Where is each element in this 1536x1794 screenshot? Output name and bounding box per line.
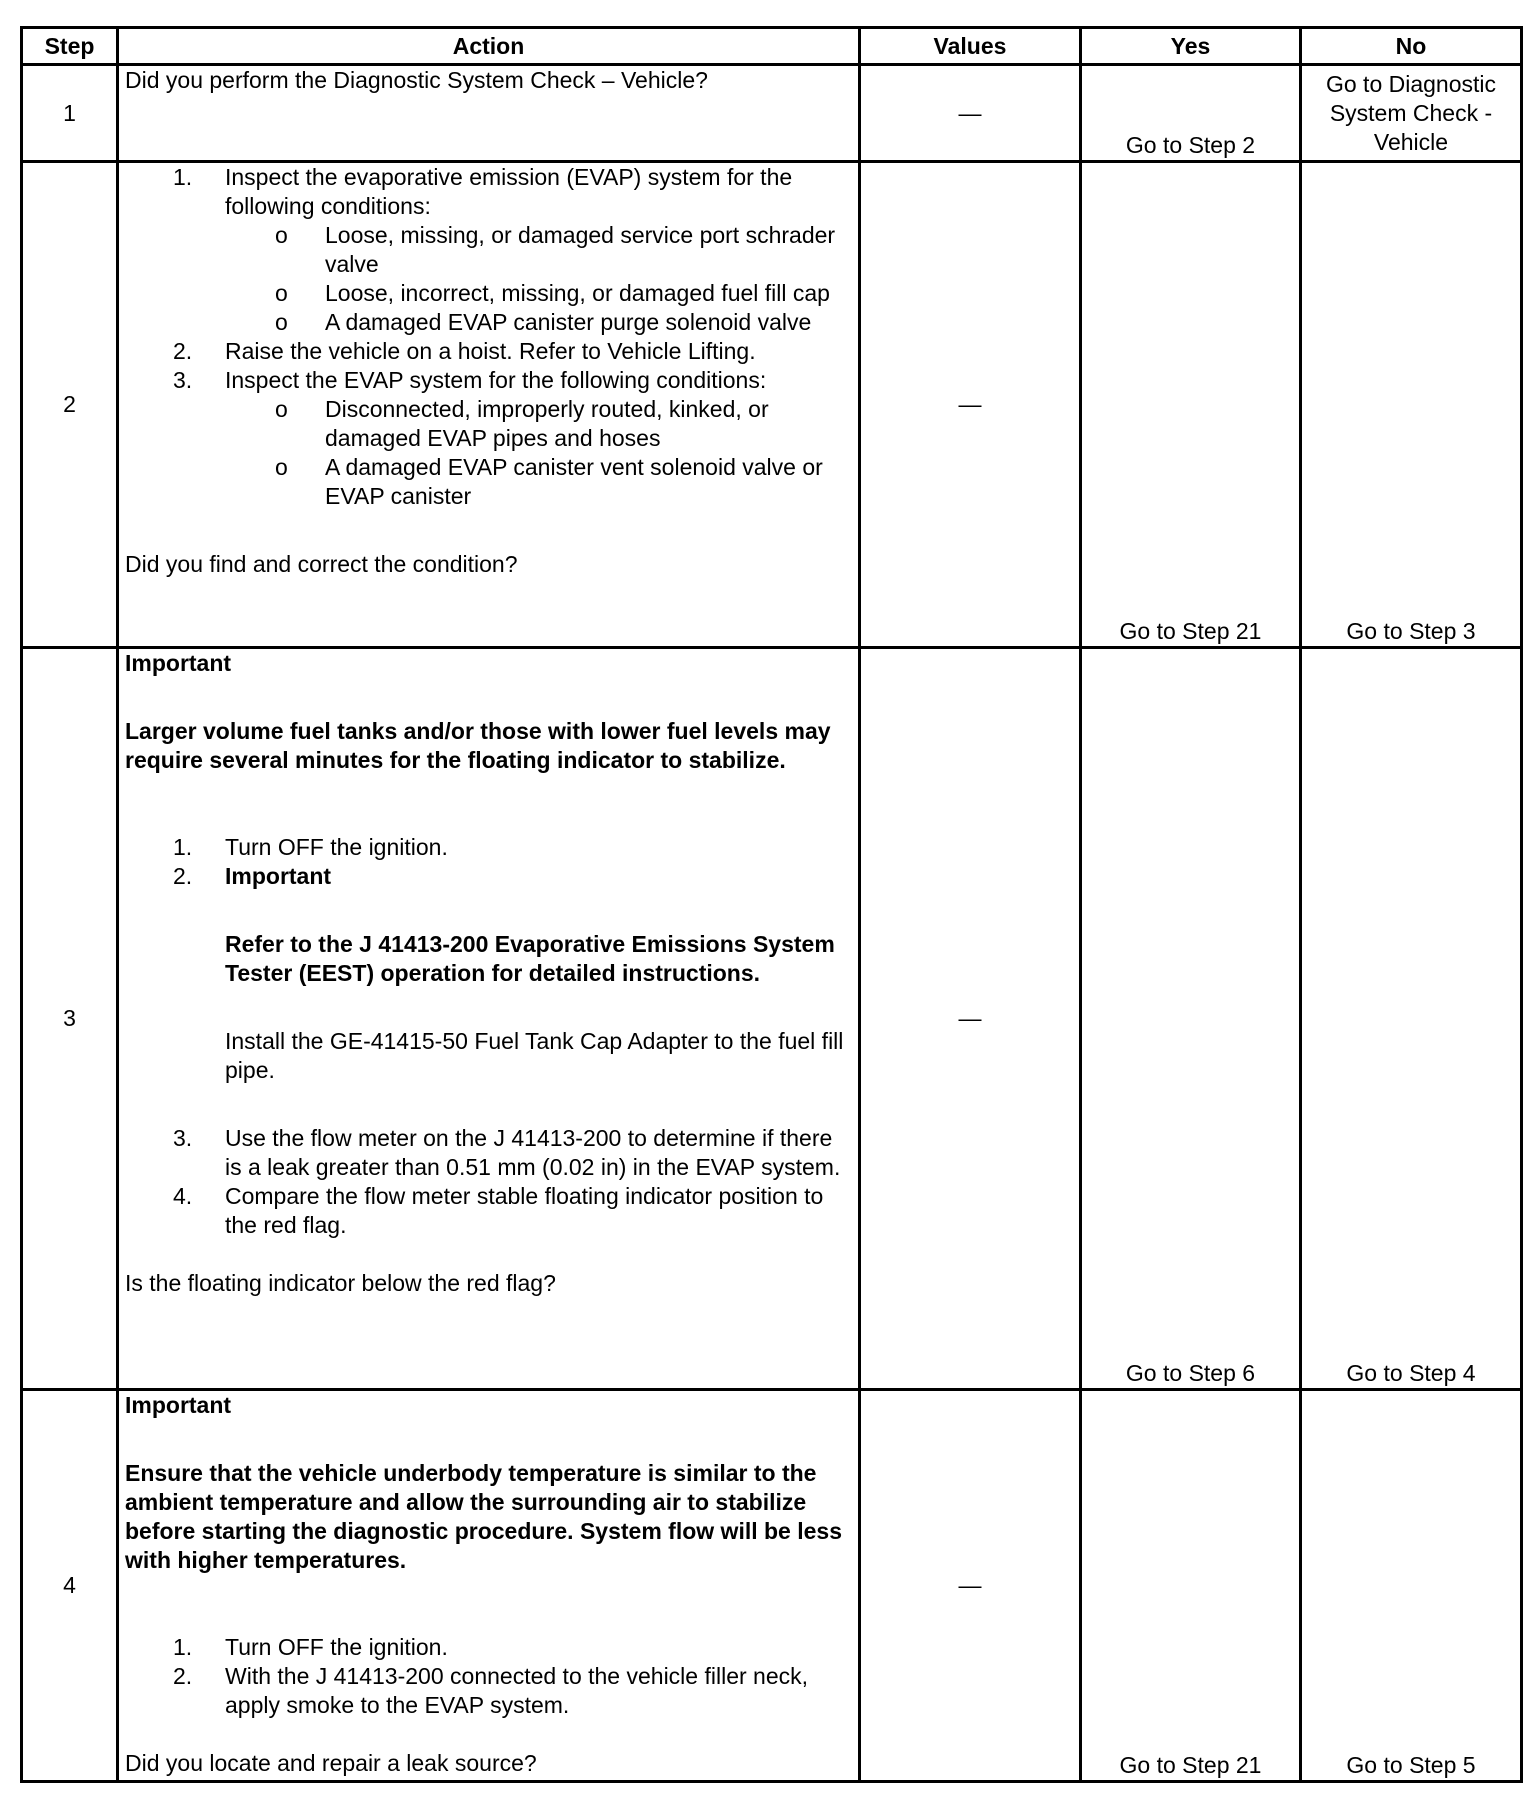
list-text: Install the GE-41415-50 Fuel Tank Cap Adapter to the fuel fill pipe. <box>225 1028 844 1083</box>
list-text: Use the flow meter on the J 41413-200 to determine if there is a leak greater than 0.51 mm (0.02 in) in the EVAP system. <box>225 1125 841 1180</box>
list-number: 3. <box>173 367 193 393</box>
step-number: 3 <box>22 648 118 1390</box>
sub-item <box>225 221 852 279</box>
table-row-step-3 <box>22 648 1522 1390</box>
list-item <box>125 163 852 221</box>
list-item <box>125 1633 852 1662</box>
list-text: Raise the vehicle on a hoist. Refer to Vehicle Lifting. <box>225 338 756 364</box>
header-action: Action <box>118 28 860 65</box>
action-steps <box>125 337 852 395</box>
list-text: With the J 41413-200 connected to the vehicle filler neck, apply smoke to the EVAP system. <box>225 1663 809 1718</box>
table-row-step-4 <box>22 1390 1522 1782</box>
bullet: o <box>275 396 288 422</box>
list-number: 1. <box>173 834 193 860</box>
action-question: Did you find and correct the condition? <box>125 551 518 577</box>
bullet: o <box>275 454 288 480</box>
important-note: Ensure that the vehicle underbody temperature is similar to the ambient temperature and allow the surrounding air to stabilize before starting the diagnostic procedure. System flow will be less with higher temperatures. <box>125 1460 842 1573</box>
action-steps <box>125 833 852 1240</box>
header-row <box>22 28 1522 65</box>
list-number: 1. <box>173 164 193 190</box>
list-number: 2. <box>173 338 193 364</box>
action-cell <box>118 65 860 162</box>
bullet: o <box>275 309 288 335</box>
sub-list <box>125 395 852 511</box>
sub-text: Disconnected, improperly routed, kinked, or damaged EVAP pipes and hoses <box>325 396 769 451</box>
no-cell: Go to Step 5 <box>1301 1390 1522 1782</box>
yes-cell: Go to Step 6 <box>1081 648 1301 1390</box>
values-cell: — <box>860 1390 1081 1782</box>
no-cell: Go to Step 4 <box>1301 648 1522 1390</box>
sub-text: Loose, incorrect, missing, or damaged fuel fill cap <box>325 280 830 306</box>
list-text: Turn OFF the ignition. <box>225 1634 448 1660</box>
sub-text: Loose, missing, or damaged service port schrader valve <box>325 222 836 277</box>
list-number: 2. <box>173 863 193 889</box>
diagnostic-table <box>20 26 1523 1783</box>
table-row-step-2 <box>22 162 1522 648</box>
step-number: 2 <box>22 162 118 648</box>
yes-cell: Go to Step 21 <box>1081 162 1301 648</box>
list-text: Compare the flow meter stable floating indicator position to the red flag. <box>225 1183 824 1238</box>
header-yes: Yes <box>1081 28 1301 65</box>
list-text: Inspect the evaporative emission (EVAP) system for the following conditions: <box>225 164 793 219</box>
values-cell: — <box>860 162 1081 648</box>
important-note: Refer to the J 41413-200 Evaporative Emissions System Tester (EEST) operation for detailed instructions. <box>225 931 835 986</box>
no-cell: Go to Step 3 <box>1301 162 1522 648</box>
sub-text: A damaged EVAP canister purge solenoid valve <box>325 309 812 335</box>
list-number: 4. <box>173 1183 193 1209</box>
sub-item <box>225 395 852 453</box>
values-cell: — <box>860 648 1081 1390</box>
header-values: Values <box>860 28 1081 65</box>
values-cell: — <box>860 65 1081 162</box>
yes-cell: Go to Step 2 <box>1081 65 1301 162</box>
important-label: Important <box>125 1392 232 1418</box>
important-note: Larger volume fuel tanks and/or those with lower fuel levels may require several minutes for the floating indicator to stabilize. <box>125 718 831 773</box>
list-item <box>125 337 852 366</box>
list-text: Turn OFF the ignition. <box>225 834 448 860</box>
list-item <box>125 1124 852 1182</box>
step-number: 4 <box>22 1390 118 1782</box>
action-steps <box>125 1633 852 1720</box>
header-no: No <box>1301 28 1522 65</box>
no-cell: Go to Diagnostic System Check - Vehicle <box>1301 65 1522 162</box>
action-cell <box>118 162 860 648</box>
sub-item <box>225 453 852 511</box>
list-item <box>125 833 852 862</box>
list-item <box>125 1662 852 1720</box>
action-cell <box>118 648 860 1390</box>
table-row-step-1 <box>22 65 1522 162</box>
list-item <box>125 366 852 395</box>
sub-list <box>125 221 852 337</box>
important-label: Important <box>125 650 232 676</box>
action-question: Is the floating indicator below the red flag? <box>125 1270 556 1296</box>
list-number: 1. <box>173 1634 193 1660</box>
sub-item <box>225 279 852 308</box>
list-item <box>125 862 852 1124</box>
list-number: 3. <box>173 1125 193 1151</box>
sub-item <box>225 308 852 337</box>
action-steps <box>125 163 852 221</box>
sub-text: A damaged EVAP canister vent solenoid valve or EVAP canister <box>325 454 823 509</box>
list-text: Inspect the EVAP system for the following conditions: <box>225 367 767 393</box>
important-label: Important <box>225 863 332 889</box>
list-item <box>125 1182 852 1240</box>
yes-cell: Go to Step 21 <box>1081 1390 1301 1782</box>
bullet: o <box>275 280 288 306</box>
step-number: 1 <box>22 65 118 162</box>
action-question: Did you locate and repair a leak source? <box>125 1750 537 1776</box>
list-number: 2. <box>173 1663 193 1689</box>
action-cell <box>118 1390 860 1782</box>
action-question: Did you perform the Diagnostic System Check – Vehicle? <box>125 67 708 93</box>
header-step: Step <box>22 28 118 65</box>
bullet: o <box>275 222 288 248</box>
diagnostic-document <box>20 26 1520 1783</box>
